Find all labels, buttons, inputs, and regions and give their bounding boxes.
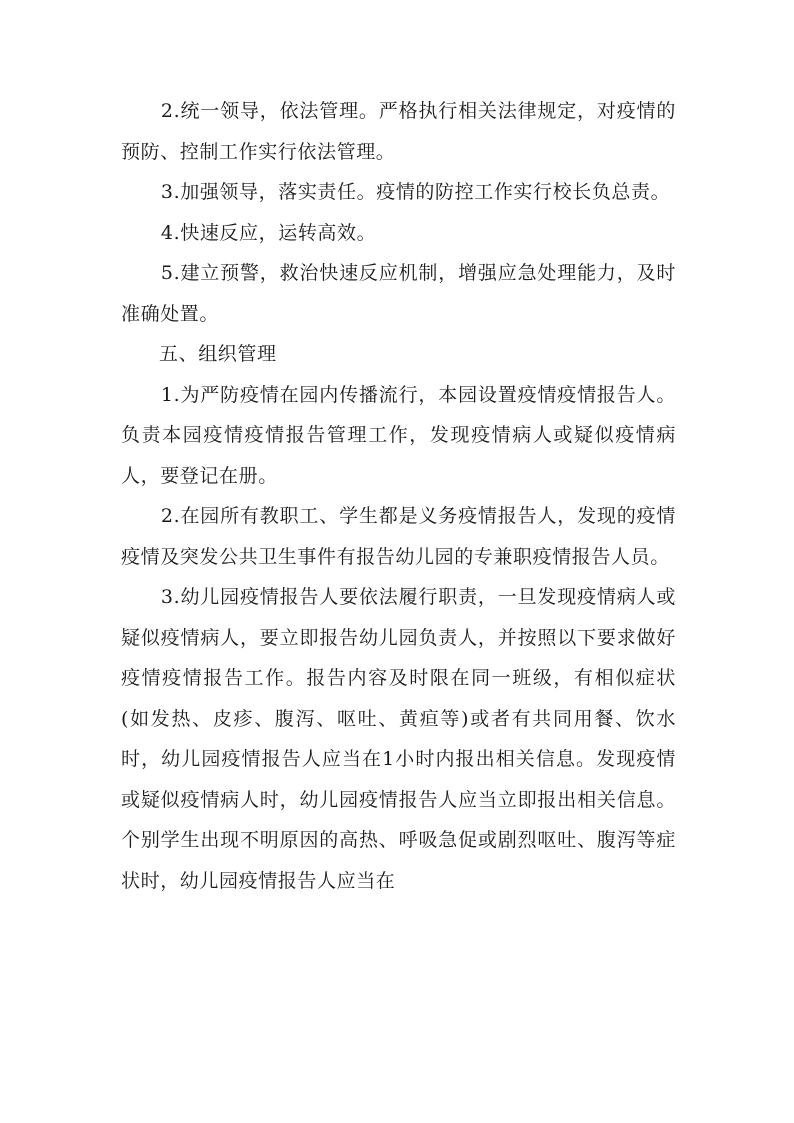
paragraph-principle-3: 3.加强领导，落实责任。疫情的防控工作实行校长负总责。 [160,181,671,203]
paragraph-organization-2: 2.在园所有教职工、学生都是义务疫情报告人，发现的疫情疫情及突发公共卫生事件有报告幼儿园的专兼职疫情报告人员。 [121,505,676,568]
paragraph-principle-4: 4.快速反应，运转高效。 [160,221,377,244]
document-body [121,91,676,901]
paragraph-organization-3: 3.幼儿园疫情报告人要依法履行职责，一旦发现疫情病人或疑似疫情病人，要立即报告幼儿园负责人，并按照以下要求做好疫情疫情报告工作。报告内容及时限在同一班级，有相似症状(如发热、皮疹、腹泻、呕吐、黄疸等)或者有共同用餐、饮水时，幼儿园疫情报告人应当在1小时内报出相关信息。发现疫情或疑似疫情病人时，幼儿园疫情报告人应当立即报出相关信息。个别学生出现不明原因的高热、呼吸急促或剧烈呕吐、腹泻等症状时，幼儿园疫情报告人应当在 [121,586,676,892]
paragraph-principle-2: 2.统一领导，依法管理。严格执行相关法律规定，对疫情的预防、控制工作实行依法管理。 [121,100,676,163]
section-heading: 五、组织管理 [159,343,277,365]
paragraph-principle-5: 5.建立预警，救治快速反应机制，增强应急处理能力，及时准确处置。 [121,262,676,325]
paragraph-organization-1: 1.为严防疫情在园内传播流行，本园设置疫情疫情报告人。负责本园疫情疫情报告管理工作，发现疫情病人或疑似疫情病人，要登记在册。 [121,383,676,487]
